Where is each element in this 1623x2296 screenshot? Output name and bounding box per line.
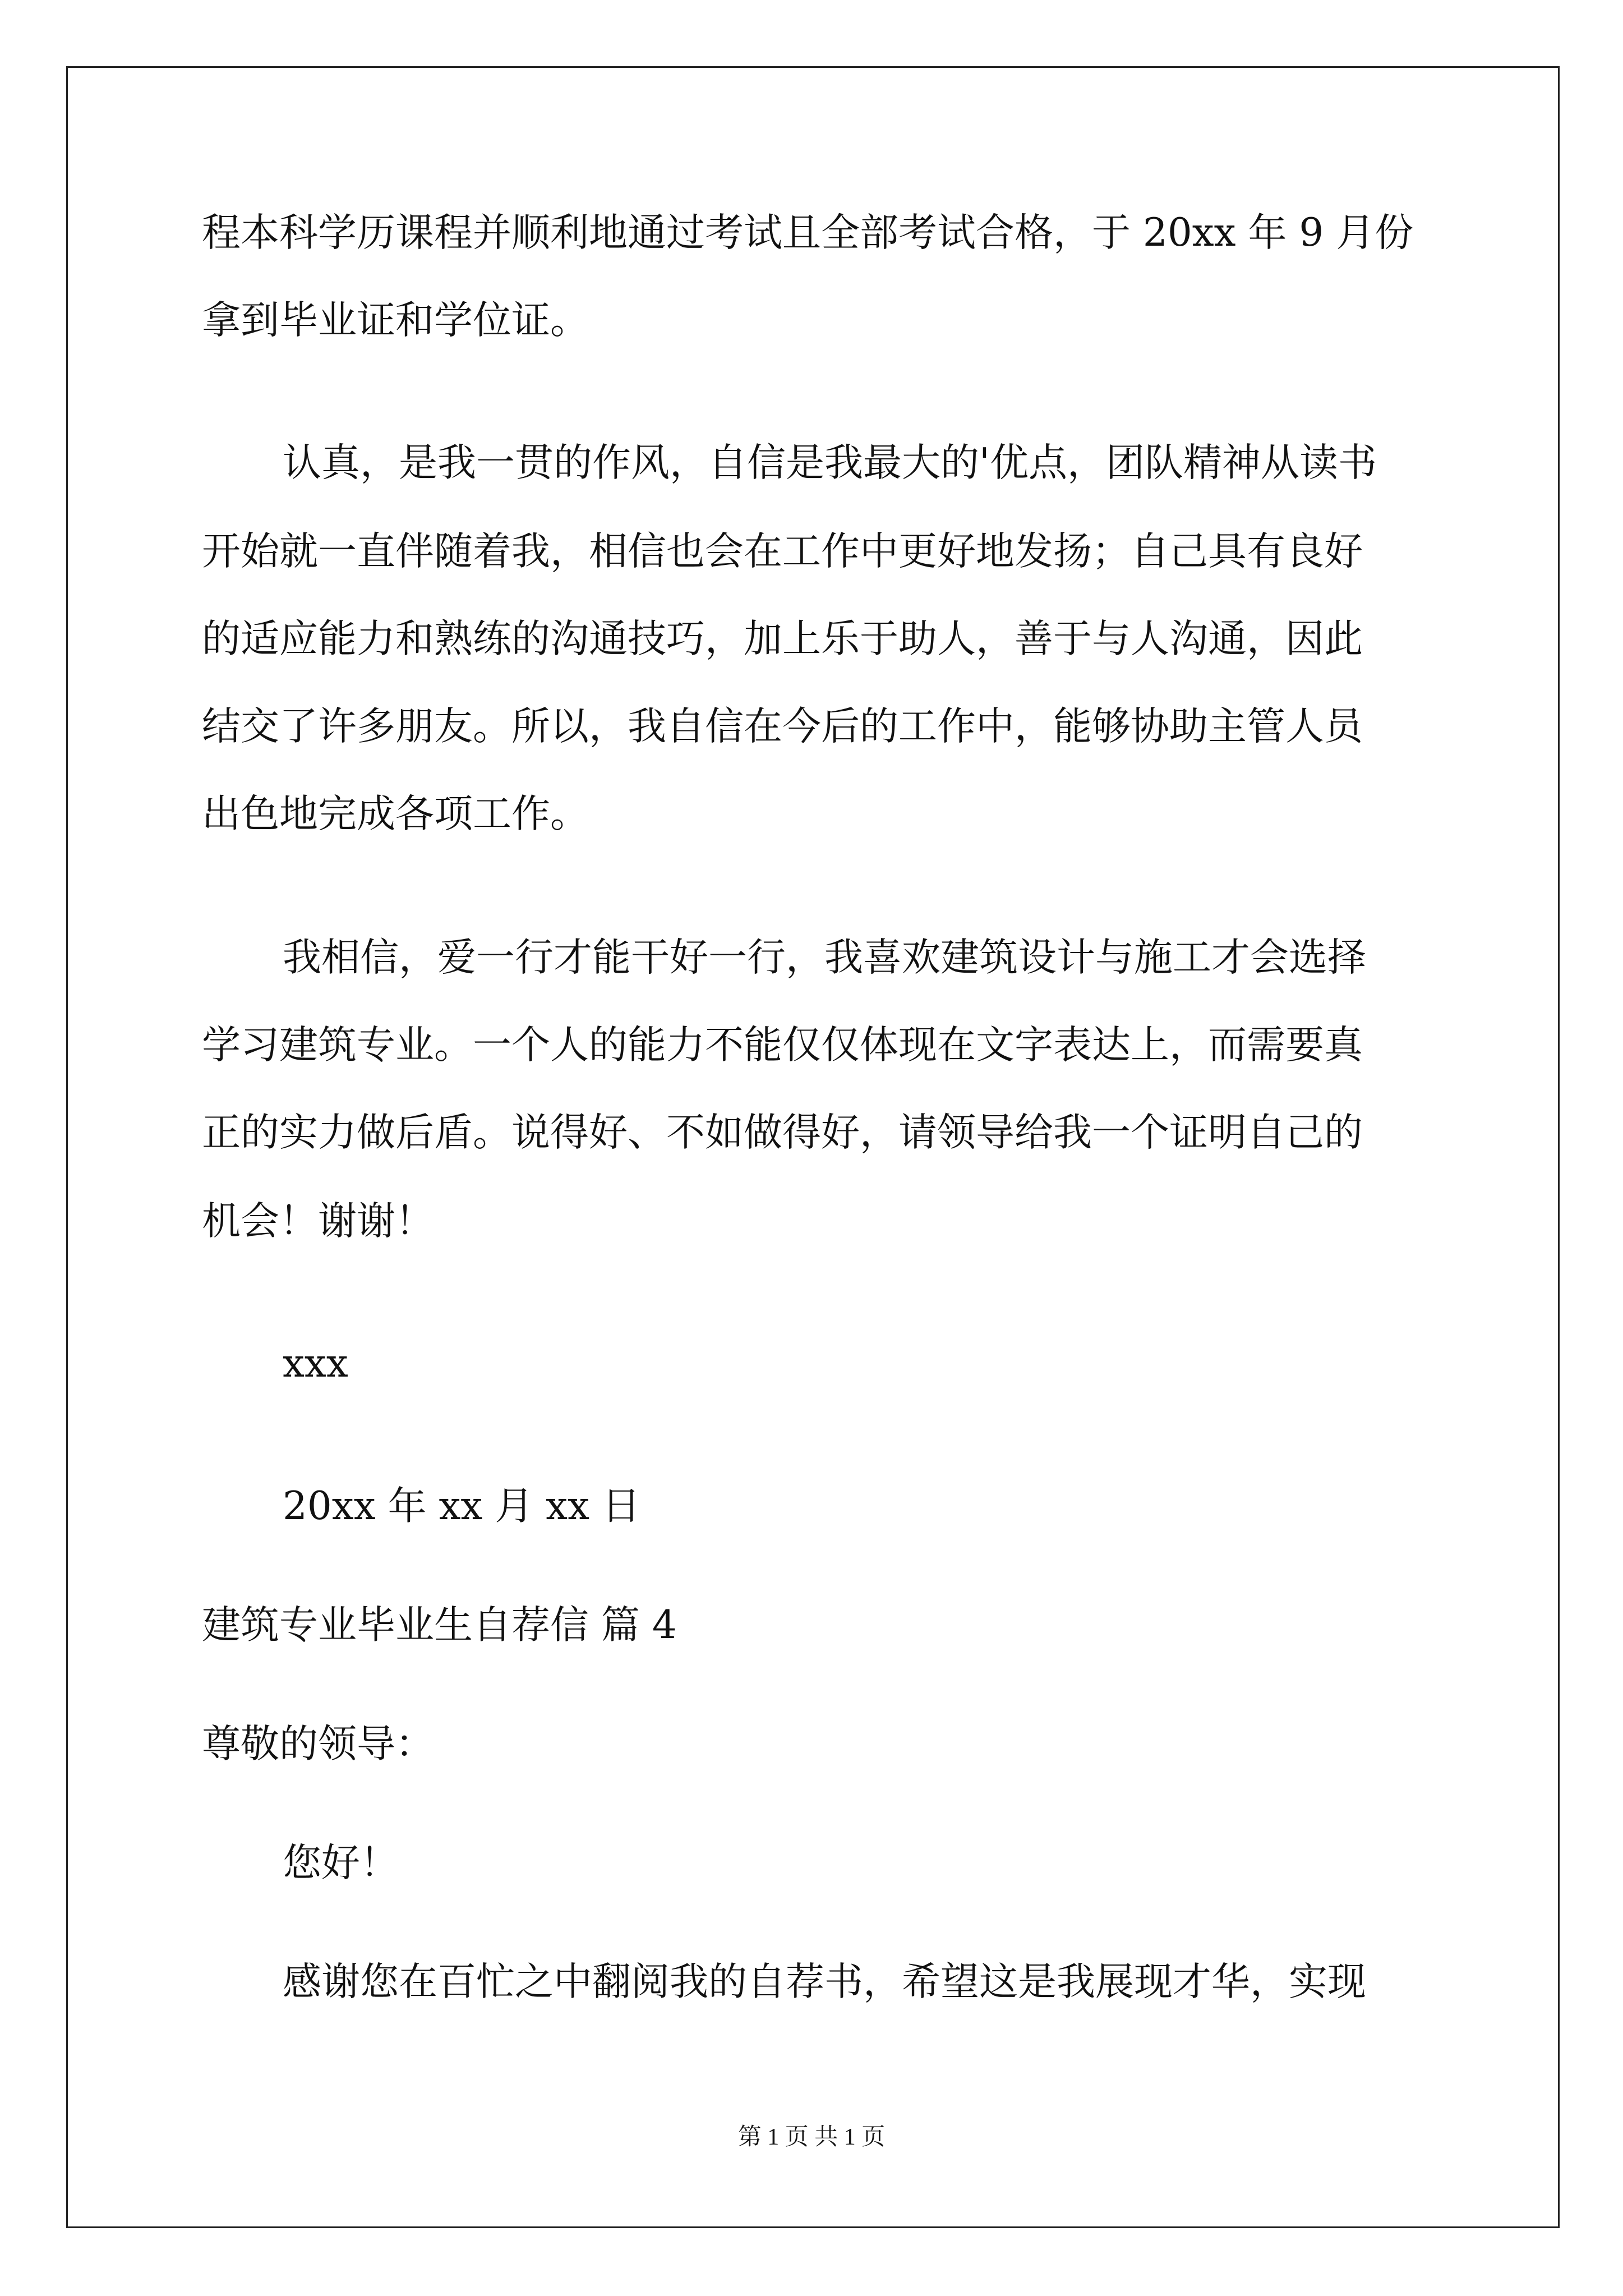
greeting: 您好！ bbox=[283, 1841, 399, 1885]
text-line-8: 我相信，爱一行才能干好一行，我喜欢建筑设计与施工才会选择 bbox=[283, 935, 1366, 980]
text-line-6: 结交了许多朋友。所以，我自信在今后的工作中，能够协助主管人员 bbox=[202, 704, 1363, 749]
text-line-7: 出色地完成各项工作。 bbox=[202, 792, 589, 836]
salutation: 尊敬的领导： bbox=[202, 1722, 434, 1766]
text-line-17: 感谢您在百忙之中翻阅我的自荐书，希望这是我展现才华，实现 bbox=[283, 1959, 1366, 2004]
text-line-1: 程本科学历课程并顺利地通过考试且全部考试合格，于 20xx 年 9 月份 bbox=[202, 210, 1414, 255]
page-footer: 第 1 页 共 1 页 bbox=[737, 2124, 886, 2150]
text-line-3: 认真，是我一贯的作风，自信是我最大的'优点，团队精神从读书 bbox=[283, 440, 1377, 485]
text-line-5: 的适应能力和熟练的沟通技巧，加上乐于助人，善于与人沟通，因此 bbox=[202, 616, 1363, 661]
text-line-4: 开始就一直伴随着我，相信也会在工作中更好地发扬；自己具有良好 bbox=[202, 529, 1363, 574]
text-line-10: 正的实力做后盾。说得好、不如做得好，请领导给我一个证明自己的 bbox=[202, 1110, 1363, 1155]
text-line-9: 学习建筑专业。一个人的能力不能仅仅体现在文字表达上，而需要真 bbox=[202, 1023, 1363, 1068]
text-line-2: 拿到毕业证和学位证。 bbox=[202, 298, 589, 343]
text-line-11: 机会！谢谢！ bbox=[202, 1199, 434, 1244]
signature-date: 20xx 年 xx 月 xx 日 bbox=[283, 1484, 640, 1529]
section-title: 建筑专业毕业生自荐信 篇 4 bbox=[202, 1603, 677, 1648]
signature-name: xxx bbox=[283, 1341, 348, 1386]
